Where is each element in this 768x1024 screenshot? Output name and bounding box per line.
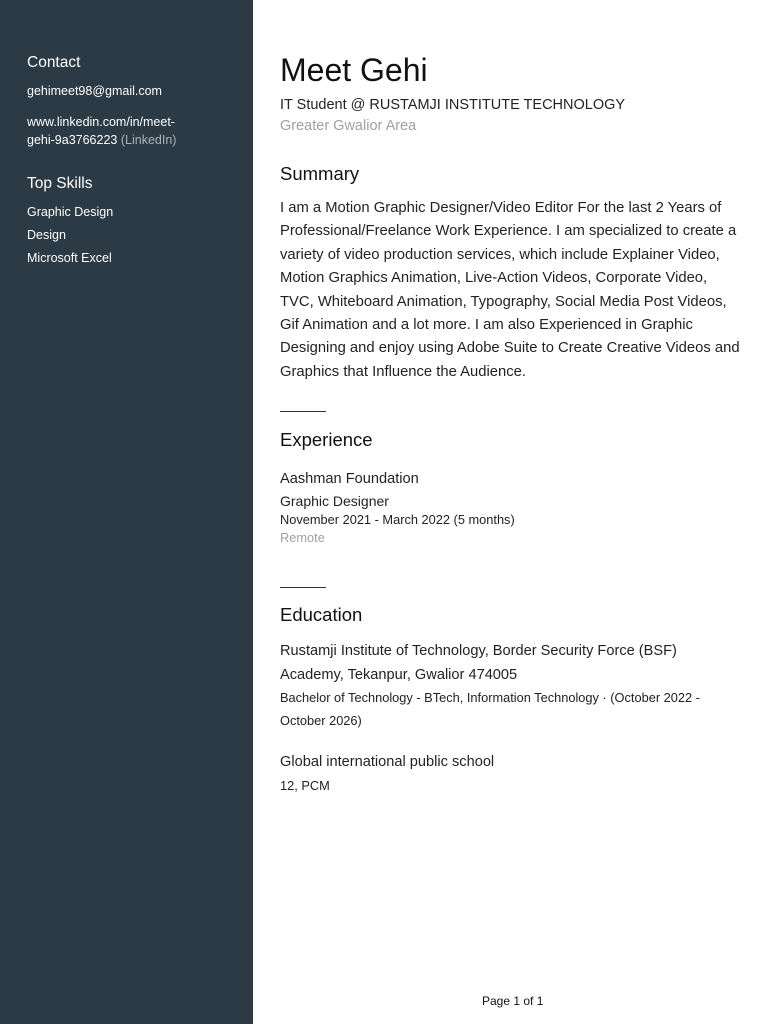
email-link[interactable]: gehimeet98@gmail.com bbox=[27, 84, 162, 98]
section-divider bbox=[280, 587, 326, 588]
profile-headline: IT Student @ RUSTAMJI INSTITUTE TECHNOLOGY bbox=[280, 97, 626, 113]
skill-item: Design bbox=[27, 228, 66, 242]
experience-heading: Experience bbox=[280, 429, 373, 450]
linkedin-url[interactable]: www.linkedin.com/in/meet-gehi-9a3766223 bbox=[27, 115, 175, 147]
profile-location: Greater Gwalior Area bbox=[280, 118, 417, 134]
education-degree: Bachelor of Technology - BTech, Information Technology · (October 2022 - October 2026) bbox=[280, 690, 700, 728]
summary-heading: Summary bbox=[280, 163, 360, 184]
top-skills-heading: Top Skills bbox=[27, 175, 93, 192]
experience-company: Aashman Foundation bbox=[280, 471, 419, 487]
skill-item: Microsoft Excel bbox=[27, 251, 112, 265]
sidebar bbox=[0, 0, 253, 1024]
contact-heading: Contact bbox=[27, 54, 81, 71]
page-number: Page 1 of 1 bbox=[482, 994, 544, 1008]
education-school: Rustamji Institute of Technology, Border Security Force (BSF) Academy, Tekanpur, Gwalior 474005 bbox=[280, 643, 677, 683]
education-heading: Education bbox=[280, 604, 363, 625]
section-divider bbox=[280, 411, 326, 412]
skill-item: Graphic Design bbox=[27, 205, 114, 219]
summary-text: I am a Motion Graphic Designer/Video Editor For the last 2 Years of Professional/Freelance Work Experience. I am specialized to create a variety of video production services, which include Explainer Video, Motion Graphics Animation, Live-Action Videos, Corporate Video, TVC, Whiteboard Animation, Typography, Social Media Post Videos, Gif Animation and a lot more. I am also Experienced in Graphic Designing and enjoy using Adobe Suite to Create Creative Videos and Graphics that Influence the Audience. bbox=[280, 200, 740, 380]
experience-title: Graphic Designer bbox=[280, 493, 389, 509]
linkedin-suffix: (LinkedIn) bbox=[120, 133, 177, 147]
experience-dates: November 2021 - March 2022 (5 months) bbox=[280, 512, 515, 527]
education-school: Global international public school bbox=[280, 754, 495, 770]
profile-name: Meet Gehi bbox=[280, 52, 428, 88]
experience-location: Remote bbox=[280, 530, 325, 545]
education-degree: 12, PCM bbox=[280, 778, 330, 793]
linkedin-link[interactable] bbox=[27, 113, 202, 149]
